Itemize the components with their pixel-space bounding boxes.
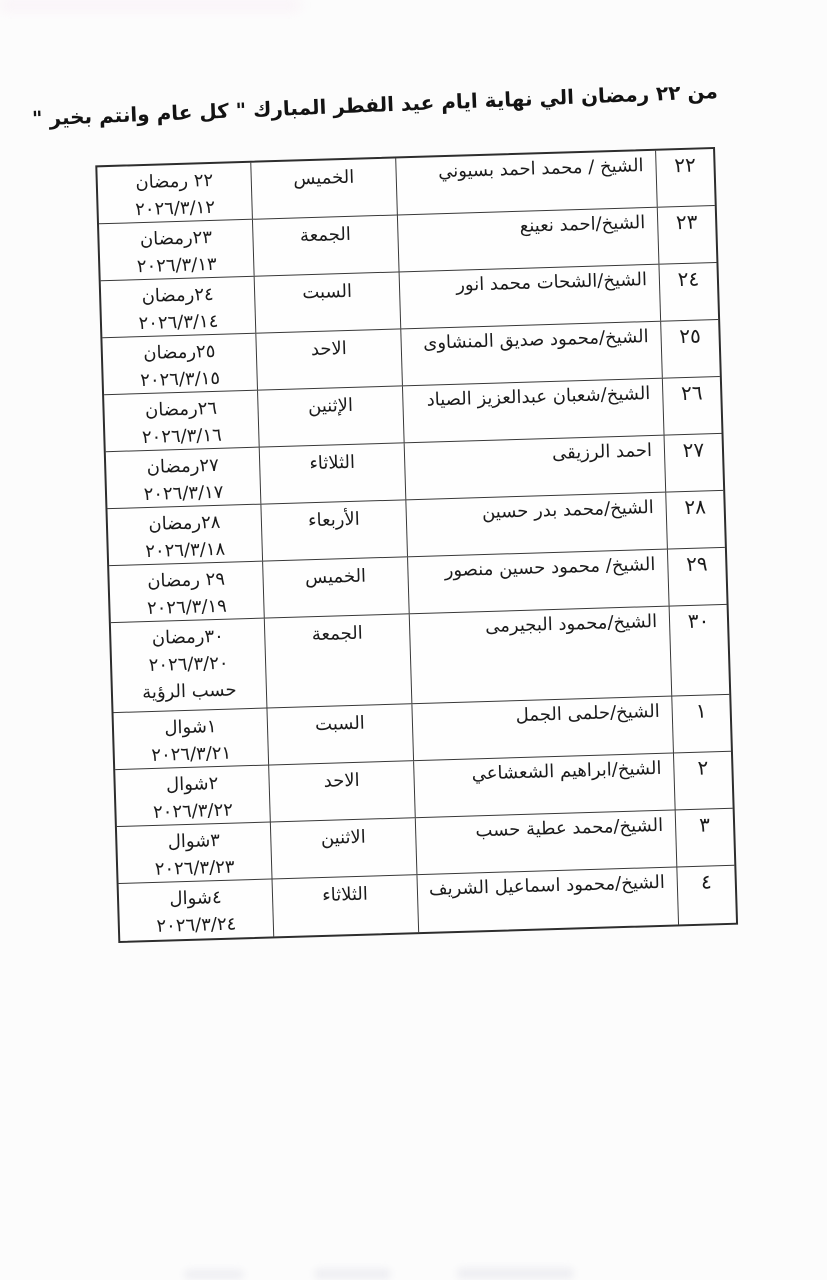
sheikh-name: الشيخ/الشحات محمد انور xyxy=(399,265,661,329)
row-number: ٢ xyxy=(673,752,733,810)
gregorian-date: ٢٠٢٦/٣/١٢ xyxy=(134,196,216,221)
row-number: ٢٧ xyxy=(664,434,724,492)
scan-edge-tinge xyxy=(0,0,300,10)
date-cell xyxy=(97,163,252,224)
row-number: ٣٠ xyxy=(669,605,730,696)
sheikh-name: الشيخ/محمود صديق المنشاوى xyxy=(400,322,662,386)
schedule-table xyxy=(95,147,738,943)
sheikh-name: الشيخ/محمد عطية حسب xyxy=(415,810,677,874)
page-title: من ٢٢ رمضان الي نهاية ايام عيد الفطر المبارك " كل عام وانتم بخير " xyxy=(31,79,719,131)
weekday: الثلاثاء xyxy=(272,875,419,936)
row-number: ٤ xyxy=(676,866,736,925)
date-cell xyxy=(107,505,262,566)
row-number: ١ xyxy=(671,695,731,753)
sheikh-name: الشيخ/شعبان عبدالعزيز الصياد xyxy=(402,379,664,443)
hijri-date: ٢٤رمضان xyxy=(141,283,214,308)
row-number: ٢٦ xyxy=(662,377,722,435)
gregorian-date: ٢٠٢٦/٣/٢٤ xyxy=(156,913,237,937)
gregorian-date: ٢٠٢٦/٣/٢٣ xyxy=(154,856,235,880)
weekday: الإثنين xyxy=(257,386,404,446)
date-cell xyxy=(104,391,259,452)
sheikh-name: احمد الرزيقى xyxy=(404,436,666,500)
date-cell xyxy=(115,766,270,827)
row-number: ٢٩ xyxy=(667,548,727,606)
date-cell xyxy=(99,220,254,281)
sheikh-name: الشيخ/محمد بدر حسين xyxy=(405,493,667,557)
sheikh-name: الشيخ/ابراهيم الشعشاعي xyxy=(413,754,675,818)
gregorian-date: ٢٠٢٦/٣/١٣ xyxy=(136,253,217,278)
gregorian-date: ٢٠٢٦/٣/١٦ xyxy=(141,424,223,449)
sheikh-name: الشيخ/ محمود حسين منصور xyxy=(407,550,669,614)
weekday: الاثنين xyxy=(270,818,417,878)
weekday: الأربعاء xyxy=(260,500,407,560)
sheikh-name: الشيخ/حلمى الجمل xyxy=(411,697,673,761)
gregorian-date: ٢٠٢٦/٣/٢١ xyxy=(151,742,232,766)
hijri-date: ٢شوال xyxy=(165,773,219,796)
hijri-date: ٢٥رمضان xyxy=(143,340,216,365)
weekday: الخميس xyxy=(250,158,397,218)
hijri-date: ٢٢ رمضان xyxy=(135,169,214,194)
gregorian-date: ٢٠٢٦/٣/١٩ xyxy=(146,595,228,620)
hijri-date: ٢٩ رمضان xyxy=(146,568,226,593)
date-cell xyxy=(109,562,264,623)
date-cell xyxy=(117,823,272,884)
hijri-date: ٤شوال xyxy=(169,886,222,910)
scan-smudge xyxy=(185,1270,243,1279)
hijri-date: ١شوال xyxy=(164,716,217,739)
hijri-date: ٢٣رمضان xyxy=(139,226,213,251)
gregorian-date: ٢٠٢٦/٣/١٤ xyxy=(138,310,219,335)
row-number: ٢٥ xyxy=(660,320,720,378)
hijri-date: ٣شوال xyxy=(167,829,221,853)
hijri-date: ٣٠رمضان xyxy=(151,625,225,649)
scan-smudge xyxy=(458,1268,573,1279)
hijri-date: ٢٨رمضان xyxy=(148,511,221,535)
sheikh-name: الشيخ/احمد نعينع xyxy=(397,208,659,272)
weekday: الخميس xyxy=(262,557,409,617)
weekday: السبت xyxy=(266,704,413,764)
date-cell xyxy=(102,334,257,395)
sheikh-name: الشيخ/محمود اسماعيل الشريف xyxy=(416,867,678,932)
sheikh-name: الشيخ / محمد احمد بسيوني xyxy=(395,151,657,215)
row-number: ٢٤ xyxy=(658,263,718,321)
gregorian-date: ٢٠٢٦/٣/١٨ xyxy=(145,538,226,563)
date-cell xyxy=(114,709,269,770)
row-number: ٢٣ xyxy=(657,206,717,264)
date-cell xyxy=(101,277,256,338)
date-cell xyxy=(106,448,261,509)
weekday: الاحد xyxy=(255,329,402,389)
gregorian-date: ٢٠٢٦/٣/١٧ xyxy=(143,481,224,506)
gregorian-date: ٢٠٢٦/٣/٢٠ xyxy=(148,652,229,677)
scan-smudge xyxy=(315,1269,390,1279)
row-number: ٢٢ xyxy=(655,149,715,207)
weekday: الجمعة xyxy=(252,215,399,275)
date-cell xyxy=(119,879,274,941)
hijri-date: ٢٧رمضان xyxy=(146,454,220,478)
weekday: الثلاثاء xyxy=(259,443,406,503)
sheikh-name: الشيخ/محمود البجيرمى xyxy=(409,607,672,704)
row-number: ٣ xyxy=(675,809,735,867)
weekday: الجمعة xyxy=(264,614,412,707)
row-number: ٢٨ xyxy=(665,491,725,549)
hijri-date: ٢٦رمضان xyxy=(144,397,218,422)
moon-sighting-note: حسب الرؤية xyxy=(141,679,237,704)
weekday: السبت xyxy=(254,272,401,332)
gregorian-date: ٢٠٢٦/٣/٢٢ xyxy=(152,799,234,823)
weekday: الاحد xyxy=(268,761,415,821)
date-cell xyxy=(111,619,267,712)
gregorian-date: ٢٠٢٦/٣/١٥ xyxy=(139,367,221,392)
